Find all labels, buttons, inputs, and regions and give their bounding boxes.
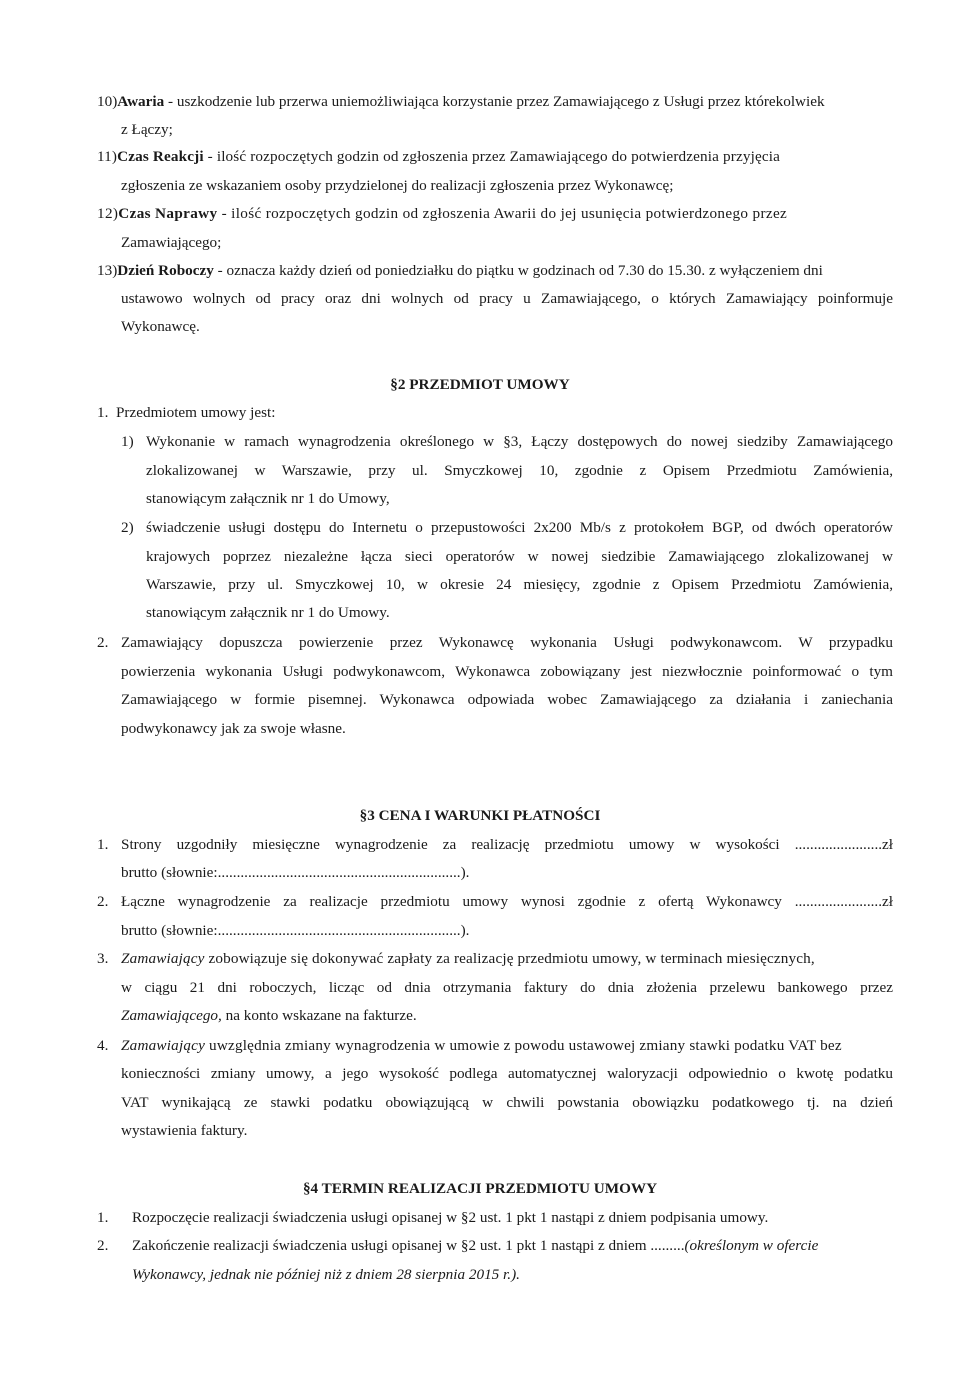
section-3-paragraph-3-line-1: Zamawiający zobowiązuje się dokonywać zapłaty za realizację przedmiotu umowy, w terminach miesięcznych, xyxy=(121,950,815,967)
definition-13-line-1: 13)Dzień Roboczy - oznacza każdy dzień od poniedziałku do piątku w godzinach od 7.30 do 15.30. z wyłączeniem dni xyxy=(97,262,823,279)
definition-11-line-2: zgłoszenia ze wskazaniem osoby przydzielonej do realizacji zgłoszenia przez Wykonawcę; xyxy=(121,177,674,194)
definition-13-line-2: ustawowo wolnych od pracy oraz dni wolnych od pracy u Zamawiającego, o których Zamawiający poinformuje xyxy=(121,290,893,307)
definition-term: Awaria xyxy=(117,93,165,110)
section-2-item-1-line-2: zlokalizowanej w Warszawie, przy ul. Smyczkowej 10, zgodnie z Opisem Przedmiotu Zamówienia, xyxy=(146,462,893,479)
section-2-paragraph-2-number: 2. xyxy=(97,634,109,651)
section-2-item-2-line-2: krajowych poprzez niezależne łącza sieci operatorów w nowej siedzibie Zamawiającego zlokalizowanej w xyxy=(146,548,893,565)
definition-term: Czas Reakcji xyxy=(117,148,204,165)
section-3-paragraph-3-line-3: Zamawiającego, na konto wskazane na fakturze. xyxy=(121,1007,417,1024)
section-2-item-2-line-1: świadczenie usługi dostępu do Internetu o przepustowości 2x200 Mb/s z protokołem BGP, od dwóch operatorów xyxy=(146,519,893,536)
definition-10-line-1: 10)Awaria - uszkodzenie lub przerwa uniemożliwiająca korzystanie przez Zamawiającego z Usługi przez którekolwiek xyxy=(97,93,825,110)
section-2-paragraph-1: 1. Przedmiotem umowy jest: xyxy=(97,404,276,421)
section-2-item-1-line-1: Wykonanie w ramach wynagrodzenia określonego w §3, Łączy dostępowych do nowej siedziby Zamawiającego xyxy=(146,433,893,450)
section-2-item-2-line-3: Warszawie, przy ul. Smyczkowej 10, w okresie 24 miesięcy, zgodnie z Opisem Przedmiotu Zamówienia, xyxy=(146,576,893,593)
section-3-paragraph-1-line-2: brutto (słownie:................................................................). xyxy=(121,864,470,881)
section-2-paragraph-2-line-3: Zamawiającego w formie pisemnej. Wykonawca odpowiada wobec Zamawiającego za działania i zaniechania xyxy=(121,691,893,708)
definition-12-line-1: 12)Czas Naprawy - ilość rozpoczętych godzin od zgłoszenia Awarii do jej usunięcia potwierdzonego przez xyxy=(97,205,788,222)
section-3-paragraph-1-number: 1. xyxy=(97,836,109,853)
definition-term: Czas Naprawy xyxy=(118,205,218,222)
section-3-paragraph-1-line-1: Strony uzgodniły miesięczne wynagrodzenie za realizację przedmiotu umowy w wysokości .......................zł xyxy=(121,836,893,853)
section-2-paragraph-2-line-1: Zamawiający dopuszcza powierzenie przez Wykonawcę wykonania Usługi podwykonawcom. W przypadku xyxy=(121,634,893,651)
section-3-paragraph-4-line-3: VAT wynikającą ze stawki podatku obowiązującą w chwili powstania obowiązku podatkowego tj. na dzień xyxy=(121,1094,893,1111)
section-2-item-1-number: 1) xyxy=(121,433,134,450)
section-3-paragraph-2-line-2: brutto (słownie:................................................................). xyxy=(121,922,470,939)
section-2-item-1-line-3: stanowiącym załącznik nr 1 do Umowy, xyxy=(146,490,390,507)
definition-10-line-2: z Łączy; xyxy=(121,121,173,138)
section-4-paragraph-2-number: 2. xyxy=(97,1237,109,1254)
section-4-title: §4 TERMIN REALIZACJI PRZEDMIOTU UMOWY xyxy=(302,1180,658,1197)
definition-term: Dzień Roboczy xyxy=(117,262,214,279)
section-4-paragraph-1-number: 1. xyxy=(97,1209,109,1226)
section-3-title: §3 CENA I WARUNKI PŁATNOŚCI xyxy=(359,807,601,824)
section-3-paragraph-2-line-1: Łączne wynagrodzenie za realizacje przedmiotu umowy wynosi zgodnie z ofertą Wykonawcy .......................zł xyxy=(121,893,893,910)
section-2-paragraph-2-line-2: powierzenia wykonania Usługi podwykonawcom, Wykonawca zobowiązany jest niezwłocznie poinformować o tym xyxy=(121,663,893,680)
section-4-paragraph-2-line-2: Wykonawcy, jednak nie później niż z dniem 28 sierpnia 2015 r.). xyxy=(132,1266,520,1283)
section-2-title: §2 PRZEDMIOT UMOWY xyxy=(390,376,570,393)
section-2-item-2-number: 2) xyxy=(121,519,134,536)
definition-11-line-1: 11)Czas Reakcji - ilość rozpoczętych godzin od zgłoszenia przez Zamawiającego do potwierdzenia przyjęcia xyxy=(97,148,781,165)
section-4-paragraph-1: Rozpoczęcie realizacji świadczenia usługi opisanej w §2 ust. 1 pkt 1 nastąpi z dniem podpisania umowy. xyxy=(132,1209,769,1226)
definition-13-line-3: Wykonawcę. xyxy=(121,318,200,335)
section-3-paragraph-4-line-4: wystawienia faktury. xyxy=(121,1122,248,1139)
section-2-paragraph-2-line-4: podwykonawcy jak za swoje własne. xyxy=(121,720,346,737)
section-3-paragraph-3-line-2: w ciągu 21 dni roboczych, licząc od dnia otrzymania faktury do dnia złożenia przelewu bankowego przez xyxy=(121,979,893,996)
section-3-paragraph-3-number: 3. xyxy=(97,950,109,967)
section-3-paragraph-4-number: 4. xyxy=(97,1037,109,1054)
definition-12-line-2: Zamawiającego; xyxy=(121,234,222,251)
section-2-item-2-line-4: stanowiącym załącznik nr 1 do Umowy. xyxy=(146,604,390,621)
section-4-paragraph-2-line-1: Zakończenie realizacji świadczenia usługi opisanej w §2 ust. 1 pkt 1 nastąpi z dniem .........(określonym w ofercie xyxy=(132,1237,819,1254)
section-3-paragraph-4-line-1: Zamawiający uwzględnia zmiany wynagrodzenia w umowie z powodu ustawowej zmiany stawki podatku VAT bez xyxy=(121,1037,842,1054)
section-3-paragraph-4-line-2: konieczności zmiany umowy, a jego wysokość podlega automatycznej waloryzacji odpowiednio o kwotę podatku xyxy=(121,1065,893,1082)
section-3-paragraph-2-number: 2. xyxy=(97,893,109,910)
